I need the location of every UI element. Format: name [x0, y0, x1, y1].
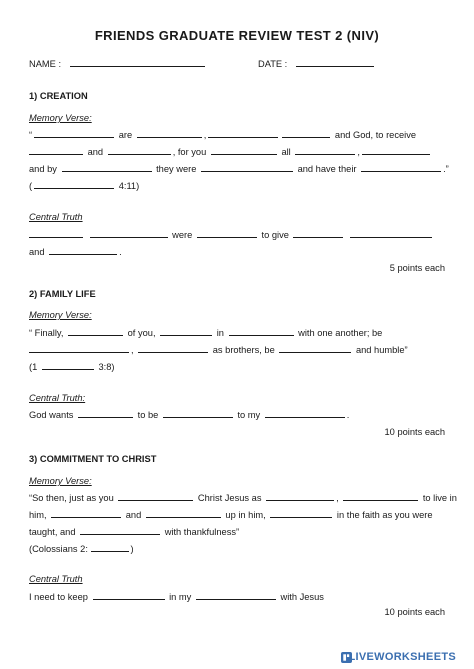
truth-text: with Jesus — [277, 592, 324, 602]
section-3-truth-label: Central Truth — [29, 574, 83, 584]
answer-blank[interactable] — [68, 326, 123, 336]
answer-blank[interactable] — [93, 590, 165, 600]
answer-blank[interactable] — [208, 128, 278, 138]
verse-text: (Colossians 2: — [29, 544, 91, 554]
liveworksheets-logo-text: LIVEWORKSHEETS — [348, 651, 456, 663]
section-1-memory-label: Memory Verse: — [29, 113, 92, 123]
truth-text: in my — [166, 592, 194, 602]
answer-blank[interactable] — [279, 343, 351, 353]
verse-text: with one another; be — [295, 328, 383, 338]
answer-blank[interactable] — [138, 343, 208, 353]
truth-text: to give — [258, 230, 292, 240]
section-2-verse-reference — [29, 360, 114, 373]
section-2-points: 10 points each — [384, 427, 445, 437]
answer-blank[interactable] — [266, 491, 334, 501]
verse-text: and have their — [294, 164, 360, 174]
answer-blank[interactable] — [34, 128, 114, 138]
section-3-verse-line-3 — [29, 525, 239, 538]
section-1-truth-line-1 — [29, 228, 434, 241]
verse-text: and God, to receive — [332, 130, 417, 140]
answer-blank[interactable] — [229, 326, 294, 336]
verse-text: “So then, just as you — [29, 493, 117, 503]
section-2-heading: 2) FAMILY LIFE — [29, 289, 96, 299]
truth-text: to my — [234, 410, 263, 420]
verse-text: of you, — [125, 328, 159, 338]
verse-text: , — [203, 130, 207, 140]
section-1-truth-label: Central Truth — [29, 212, 83, 222]
section-2-truth-label: Central Truth: — [29, 393, 86, 403]
answer-blank[interactable] — [282, 128, 330, 138]
answer-blank[interactable] — [160, 326, 212, 336]
answer-blank[interactable] — [51, 508, 121, 518]
answer-blank[interactable] — [362, 145, 430, 155]
answer-blank[interactable] — [29, 145, 83, 155]
section-3-verse-line-1 — [29, 491, 457, 504]
name-label: NAME : — [29, 59, 62, 69]
section-1-verse-line-1 — [29, 128, 416, 141]
truth-text: . — [346, 410, 350, 420]
verse-text: Christ Jesus as — [195, 493, 265, 503]
answer-blank[interactable] — [78, 408, 133, 418]
section-3-truth-line-1 — [29, 590, 324, 603]
truth-text: were — [169, 230, 195, 240]
answer-blank[interactable] — [293, 228, 343, 238]
answer-blank[interactable] — [108, 145, 171, 155]
truth-text: and — [29, 247, 48, 257]
footer-branding — [332, 645, 474, 669]
answer-blank[interactable] — [163, 408, 233, 418]
truth-text: I need to keep — [29, 592, 91, 602]
answer-blank[interactable] — [361, 162, 441, 172]
verse-text: 3:8) — [95, 362, 115, 372]
date-blank[interactable] — [296, 57, 374, 67]
answer-blank[interactable] — [118, 491, 193, 501]
verse-text: all — [278, 147, 294, 157]
section-1-verse-line-3 — [29, 162, 449, 175]
verse-text: .” — [443, 164, 449, 174]
answer-blank[interactable] — [350, 228, 432, 238]
answer-blank[interactable] — [146, 508, 221, 518]
truth-text: God wants — [29, 410, 77, 420]
date-label: DATE : — [258, 59, 288, 69]
section-2-truth-line-1 — [29, 408, 349, 421]
answer-blank[interactable] — [201, 162, 293, 172]
verse-text: and — [85, 147, 106, 157]
answer-blank[interactable] — [270, 508, 332, 518]
verse-text: , for you — [172, 147, 209, 157]
section-3-points: 10 points each — [384, 607, 445, 617]
section-3-verse-reference — [29, 542, 134, 555]
answer-blank[interactable] — [62, 162, 152, 172]
answer-blank[interactable] — [29, 343, 129, 353]
section-1-verse-reference — [29, 179, 139, 192]
verse-text: , — [131, 345, 137, 355]
verse-text: taught, and — [29, 527, 79, 537]
date-row — [258, 57, 376, 70]
verse-text: with thankfulness” — [162, 527, 240, 537]
verse-text: 4:11) — [116, 181, 140, 191]
verse-text: and by — [29, 164, 60, 174]
answer-blank[interactable] — [295, 145, 355, 155]
answer-blank[interactable] — [91, 542, 129, 552]
answer-blank[interactable] — [29, 228, 83, 238]
verse-text: they were — [153, 164, 199, 174]
verse-text: ( — [29, 181, 33, 191]
answer-blank[interactable] — [265, 408, 345, 418]
answer-blank[interactable] — [211, 145, 277, 155]
page-title: FRIENDS GRADUATE REVIEW TEST 2 (NIV) — [94, 28, 380, 43]
verse-text: “ Finally, — [29, 328, 67, 338]
section-1-heading: 1) CREATION — [29, 91, 88, 101]
section-1-verse-line-2 — [29, 145, 432, 158]
section-3-verse-line-2 — [29, 508, 433, 521]
section-1-points: 5 points each — [389, 263, 445, 273]
verse-text: him, — [29, 510, 50, 520]
answer-blank[interactable] — [90, 228, 168, 238]
verse-text: “ — [29, 130, 33, 140]
verse-text: in the faith as you were — [334, 510, 433, 520]
answer-blank[interactable] — [196, 590, 276, 600]
verse-text: are — [116, 130, 135, 140]
section-2-verse-line-2 — [29, 343, 408, 356]
verse-text: in — [214, 328, 227, 338]
truth-text: to be — [135, 410, 161, 420]
name-blank[interactable] — [70, 57, 205, 67]
answer-blank[interactable] — [137, 128, 202, 138]
answer-blank[interactable] — [42, 360, 94, 370]
answer-blank[interactable] — [49, 245, 117, 255]
verse-text: , — [336, 493, 342, 503]
answer-blank[interactable] — [80, 525, 160, 535]
verse-text: and — [123, 510, 144, 520]
verse-text: , — [357, 147, 360, 157]
section-2-verse-line-1 — [29, 326, 382, 339]
verse-text: and humble” — [353, 345, 408, 355]
answer-blank[interactable] — [34, 179, 114, 189]
name-row — [29, 57, 207, 70]
section-2-memory-label: Memory Verse: — [29, 310, 92, 320]
answer-blank[interactable] — [197, 228, 257, 238]
section-1-truth-line-2 — [29, 245, 122, 258]
verse-text: up in him, — [222, 510, 269, 520]
verse-text: to live in — [420, 493, 457, 503]
verse-text: as brothers, be — [210, 345, 278, 355]
truth-text: . — [119, 247, 122, 257]
verse-text: (1 — [29, 362, 40, 372]
verse-text: ) — [130, 544, 134, 554]
section-3-memory-label: Memory Verse: — [29, 476, 92, 486]
answer-blank[interactable] — [343, 491, 418, 501]
section-3-heading: 3) COMMITMENT TO CHRIST — [29, 454, 157, 464]
